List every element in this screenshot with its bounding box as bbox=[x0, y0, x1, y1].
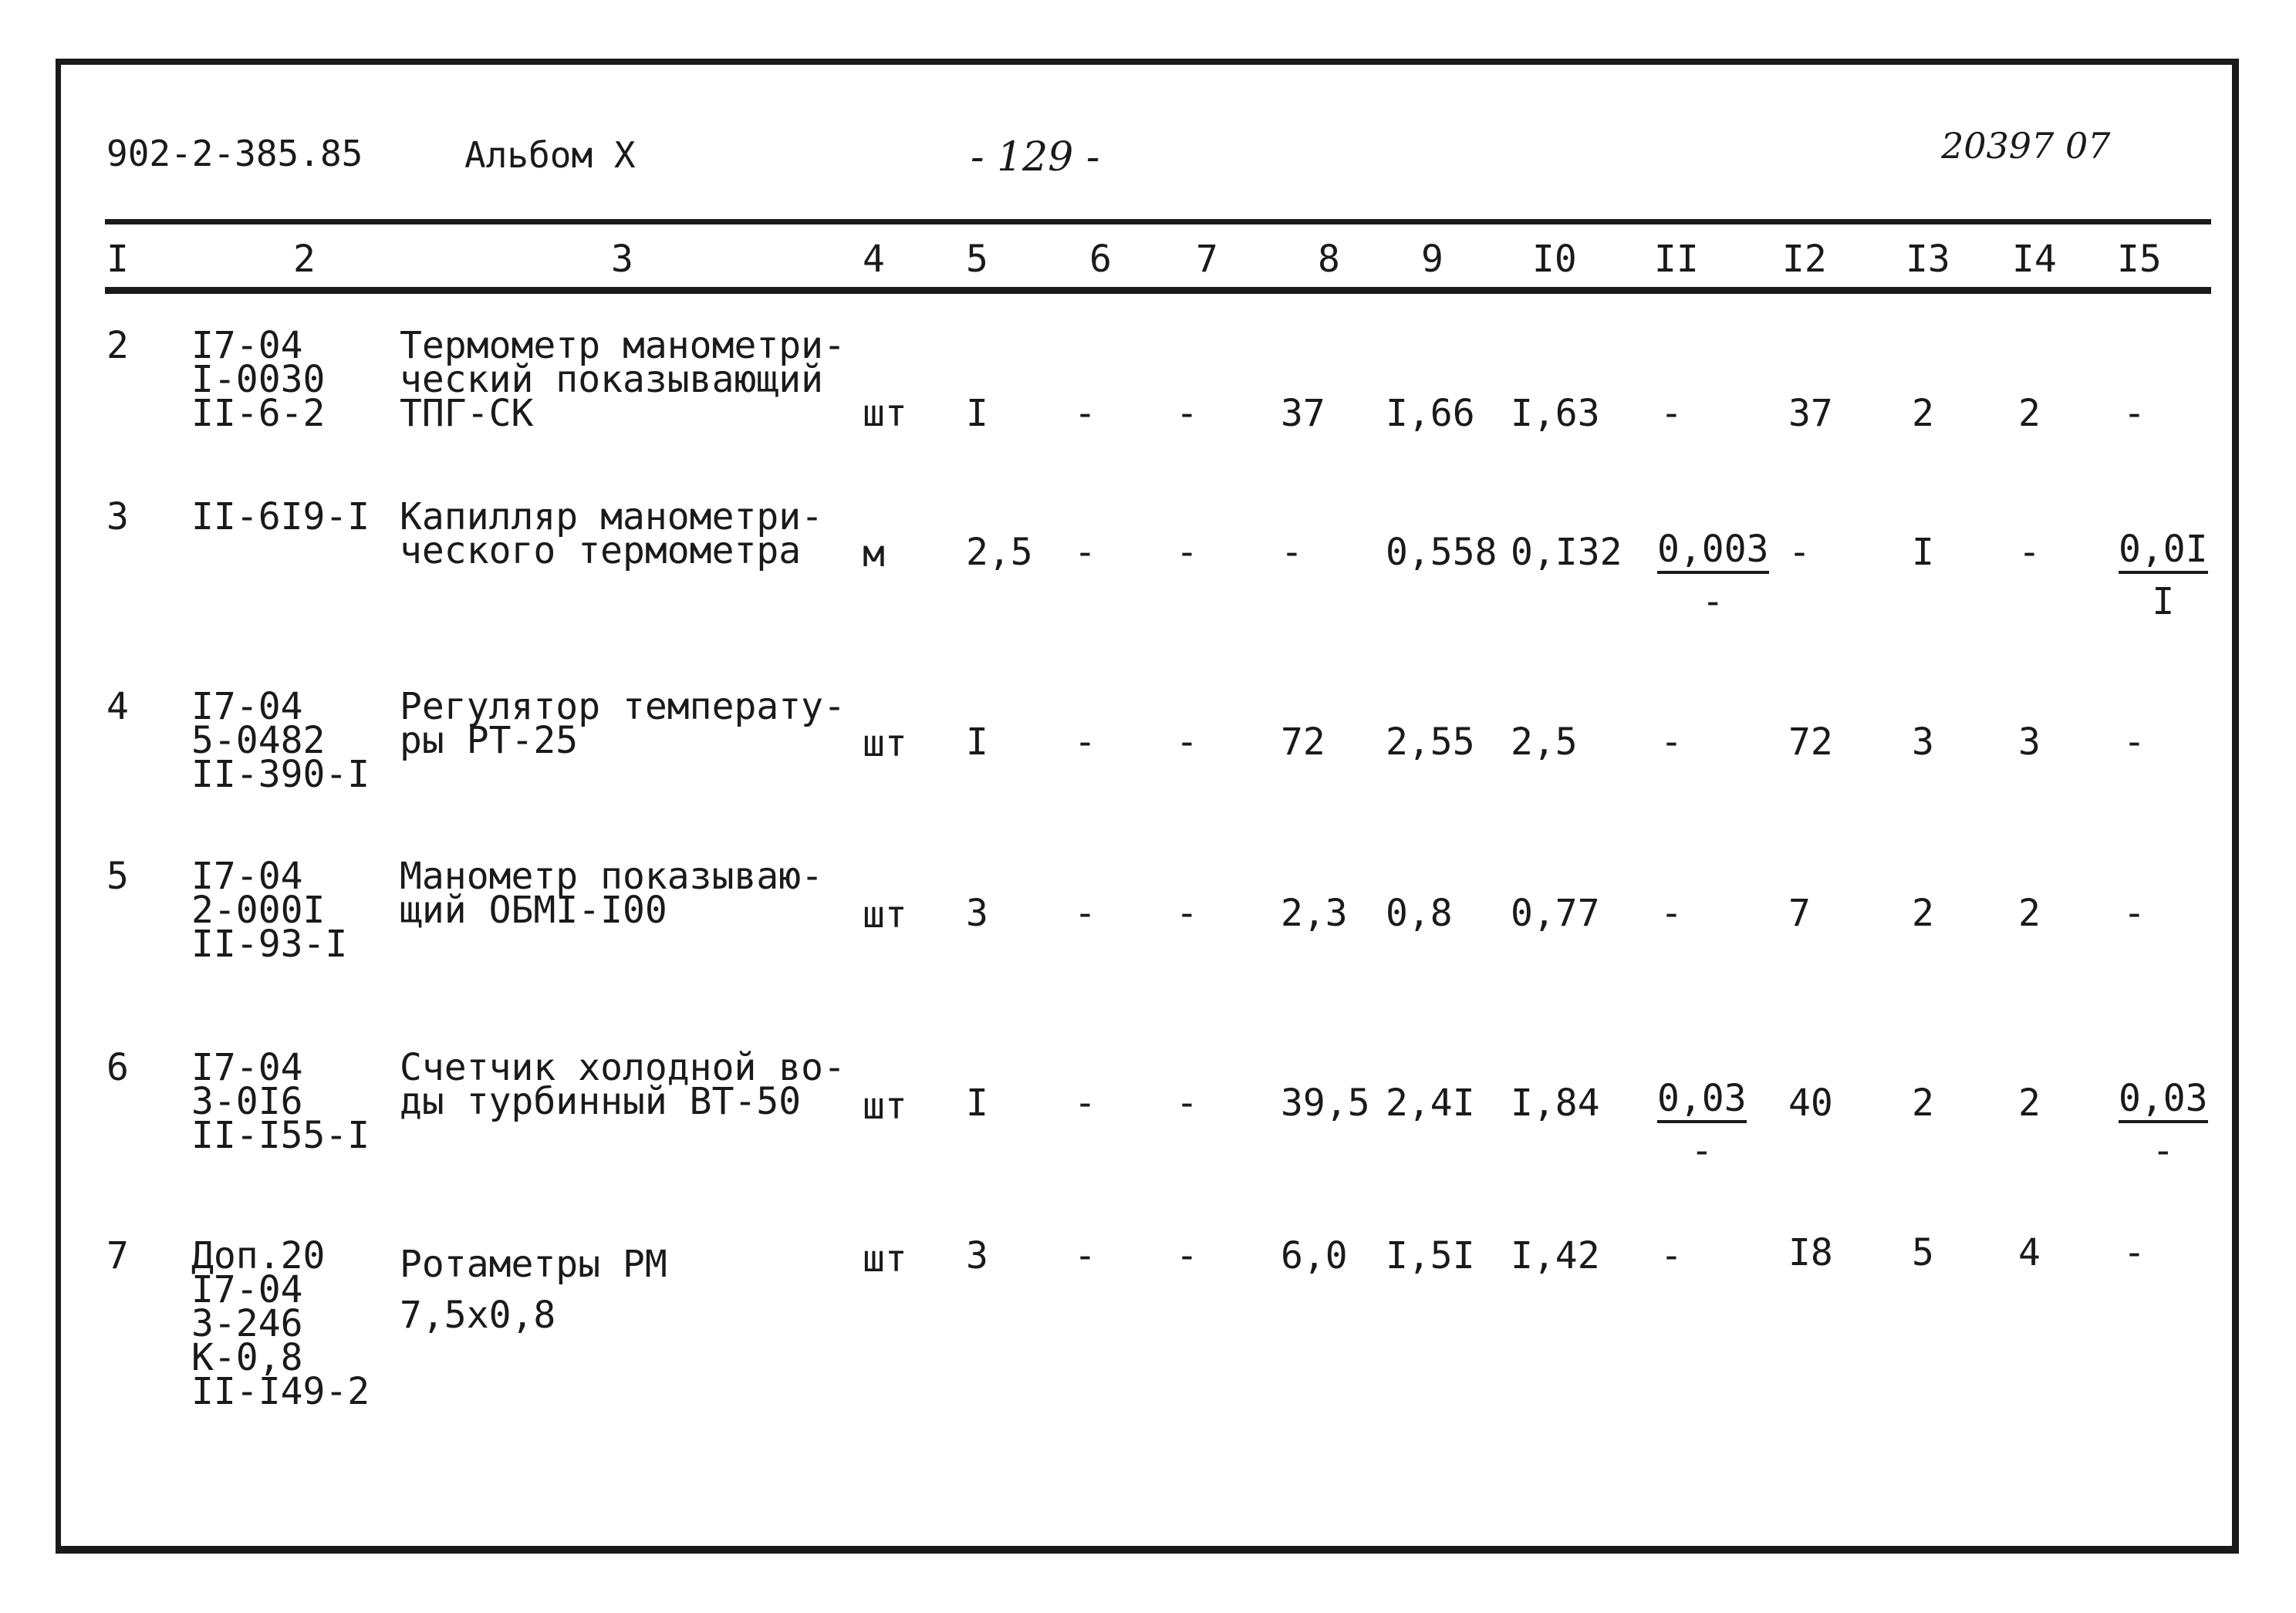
name-line: Счетчик холодной во- bbox=[400, 1046, 846, 1089]
cell-13: 3 bbox=[1912, 720, 1934, 764]
cell-15: - bbox=[2123, 720, 2146, 764]
cell-12: 7 bbox=[1788, 892, 1811, 935]
column-header: I0 bbox=[1532, 238, 1577, 281]
fraction-denominator: I bbox=[2152, 580, 2175, 623]
fraction-numerator: 0,03 bbox=[2119, 1080, 2208, 1123]
column-header: 5 bbox=[966, 238, 988, 281]
name-line: Манометр показываю- bbox=[400, 855, 824, 898]
code-cell bbox=[191, 1234, 370, 1413]
fraction-denominator: - bbox=[1701, 580, 1724, 623]
code-line: I7-04 bbox=[191, 324, 303, 367]
cell-14: 3 bbox=[2018, 720, 2041, 764]
cell-12: 40 bbox=[1788, 1082, 1833, 1125]
cell-7: - bbox=[1176, 1082, 1198, 1125]
cell-14: 4 bbox=[2018, 1231, 2041, 1274]
cell-8: - bbox=[1281, 531, 1303, 574]
cell-9: I,66 bbox=[1386, 392, 1475, 435]
row-number: 5 bbox=[106, 855, 129, 898]
column-header: I3 bbox=[1906, 238, 1950, 281]
code-line: 3-246 bbox=[191, 1302, 303, 1345]
name-cell bbox=[400, 1239, 667, 1341]
cell-13: 5 bbox=[1912, 1231, 1934, 1274]
column-header: 3 bbox=[611, 238, 633, 281]
column-header: I2 bbox=[1782, 238, 1827, 281]
code-line: I-0030 bbox=[191, 358, 326, 401]
cell-13: 2 bbox=[1912, 1082, 1934, 1125]
name-line: ры РТ-25 bbox=[400, 719, 579, 762]
header-rule-top bbox=[105, 219, 2211, 224]
fraction-denominator: - bbox=[2152, 1129, 2175, 1173]
cell-14: 2 bbox=[2018, 392, 2041, 435]
cell-5: I bbox=[966, 1082, 988, 1125]
column-header: 2 bbox=[293, 238, 316, 281]
header-rule-bottom bbox=[105, 287, 2211, 294]
column-header: II bbox=[1654, 238, 1699, 281]
cell-8: 6,0 bbox=[1281, 1234, 1348, 1277]
fraction-numerator: 0,0I bbox=[2119, 531, 2208, 574]
name-cell bbox=[400, 855, 824, 932]
cell-11-fraction bbox=[1657, 1077, 1747, 1173]
cell-6: - bbox=[1074, 892, 1096, 935]
cell-13: 2 bbox=[1912, 892, 1934, 935]
cell-5: I bbox=[966, 392, 988, 435]
cell-8: 37 bbox=[1281, 392, 1325, 435]
unit-cell: шт bbox=[863, 722, 907, 765]
cell-8: 39,5 bbox=[1281, 1082, 1370, 1125]
fraction-denominator: - bbox=[1690, 1129, 1714, 1173]
name-line: щий ОБМI-I00 bbox=[400, 889, 667, 932]
code-cell bbox=[191, 495, 370, 538]
cell-6: - bbox=[1074, 1234, 1096, 1277]
name-line: Ротаметры РМ bbox=[400, 1243, 667, 1286]
name-cell bbox=[400, 495, 824, 572]
reference-number: 20397 07 bbox=[1941, 125, 2111, 167]
column-header: I4 bbox=[2012, 238, 2057, 281]
code-line: Доп.20 bbox=[191, 1234, 326, 1277]
cell-11: - bbox=[1660, 392, 1683, 435]
cell-9: 2,4I bbox=[1386, 1082, 1475, 1125]
code-line: 5-0482 bbox=[191, 719, 326, 762]
cell-7: - bbox=[1176, 392, 1198, 435]
code-cell bbox=[191, 685, 370, 796]
cell-15-fraction bbox=[2119, 528, 2208, 623]
row-number: 6 bbox=[106, 1046, 129, 1089]
code-line: 2-000I bbox=[191, 889, 326, 932]
column-header: I5 bbox=[2117, 238, 2162, 281]
name-line: ческого термометра bbox=[400, 529, 802, 572]
cell-9: I,5I bbox=[1386, 1234, 1475, 1277]
cell-11: - bbox=[1660, 892, 1683, 935]
column-header: 7 bbox=[1196, 238, 1218, 281]
code-cell bbox=[191, 324, 326, 435]
unit-cell: м bbox=[863, 532, 885, 575]
unit-cell: шт bbox=[863, 1237, 907, 1281]
cell-13: I bbox=[1912, 531, 1934, 574]
cell-6: - bbox=[1074, 392, 1096, 435]
document-code: 902-2-385.85 bbox=[106, 133, 363, 174]
page-frame bbox=[56, 59, 2239, 1554]
code-line: I7-04 bbox=[191, 855, 303, 898]
name-line: Термометр манометри- bbox=[400, 324, 846, 367]
cell-11: - bbox=[1660, 1234, 1683, 1277]
column-header: 9 bbox=[1421, 238, 1443, 281]
cell-10: 0,77 bbox=[1511, 892, 1600, 935]
code-line: К-0,8 bbox=[191, 1336, 303, 1379]
cell-5: I bbox=[966, 720, 988, 764]
cell-7: - bbox=[1176, 720, 1198, 764]
cell-14: 2 bbox=[2018, 1082, 2041, 1125]
column-header: 8 bbox=[1318, 238, 1340, 281]
code-line: I7-04 bbox=[191, 685, 303, 728]
cell-12: 37 bbox=[1788, 392, 1833, 435]
cell-5: 2,5 bbox=[966, 531, 1033, 574]
cell-12: I8 bbox=[1788, 1231, 1833, 1274]
cell-8: 2,3 bbox=[1281, 892, 1348, 935]
column-header: 4 bbox=[863, 238, 885, 281]
cell-7: - bbox=[1176, 892, 1198, 935]
code-cell bbox=[191, 1046, 370, 1157]
code-line: I7-04 bbox=[191, 1268, 303, 1311]
cell-10: I,63 bbox=[1511, 392, 1600, 435]
code-line: II-390-I bbox=[191, 753, 370, 796]
cell-10: 0,I32 bbox=[1511, 531, 1622, 574]
code-line: I7-04 bbox=[191, 1046, 303, 1089]
unit-cell: шт bbox=[863, 893, 907, 936]
column-header: I bbox=[106, 238, 129, 281]
name-line: ТПГ-СК bbox=[400, 392, 534, 435]
cell-15-fraction bbox=[2119, 1077, 2208, 1173]
name-line: Капилляр манометри- bbox=[400, 495, 824, 538]
cell-9: 2,55 bbox=[1386, 720, 1475, 764]
name-line: 7,5х0,8 bbox=[400, 1294, 556, 1337]
code-cell bbox=[191, 855, 348, 966]
cell-11-fraction bbox=[1657, 528, 1769, 623]
name-line: ческий показывающий bbox=[400, 358, 824, 401]
code-line: II-93-I bbox=[191, 923, 348, 966]
cell-14: - bbox=[2018, 531, 2041, 574]
cell-10: I,84 bbox=[1511, 1082, 1600, 1125]
cell-10: I,42 bbox=[1511, 1234, 1600, 1277]
cell-15: - bbox=[2123, 1231, 2146, 1274]
name-cell bbox=[400, 1046, 846, 1123]
cell-15: - bbox=[2123, 892, 2146, 935]
cell-6: - bbox=[1074, 531, 1096, 574]
cell-9: 0,8 bbox=[1386, 892, 1453, 935]
fraction-numerator: 0,03 bbox=[1657, 1080, 1747, 1123]
cell-6: - bbox=[1074, 720, 1096, 764]
row-number: 2 bbox=[106, 324, 129, 367]
row-number: 7 bbox=[106, 1234, 129, 1277]
code-line: II-6-2 bbox=[191, 392, 326, 435]
row-number: 4 bbox=[106, 685, 129, 728]
cell-8: 72 bbox=[1281, 720, 1325, 764]
column-header: 6 bbox=[1089, 238, 1112, 281]
cell-7: - bbox=[1176, 1234, 1198, 1277]
cell-12: 72 bbox=[1788, 720, 1833, 764]
name-line: Регулятор температу- bbox=[400, 685, 846, 728]
page-number: - 129 - bbox=[971, 134, 1100, 181]
cell-6: - bbox=[1074, 1082, 1096, 1125]
album-label: Альбом X bbox=[464, 134, 636, 176]
cell-9: 0,558 bbox=[1386, 531, 1497, 574]
code-line: II-6I9-I bbox=[191, 495, 370, 538]
cell-12: - bbox=[1788, 531, 1811, 574]
unit-cell: шт bbox=[863, 1085, 907, 1128]
name-line: ды турбинный ВТ-50 bbox=[400, 1080, 802, 1123]
row-number: 3 bbox=[106, 495, 129, 538]
unit-cell: шт bbox=[863, 392, 907, 435]
cell-5: 3 bbox=[966, 1234, 988, 1277]
cell-5: 3 bbox=[966, 892, 988, 935]
code-line: 3-0I6 bbox=[191, 1080, 303, 1123]
fraction-numerator: 0,003 bbox=[1657, 531, 1769, 574]
cell-10: 2,5 bbox=[1511, 720, 1578, 764]
cell-15: - bbox=[2123, 392, 2146, 435]
cell-14: 2 bbox=[2018, 892, 2041, 935]
name-cell bbox=[400, 324, 846, 435]
code-line: II-I49-2 bbox=[191, 1370, 370, 1413]
cell-7: - bbox=[1176, 531, 1198, 574]
code-line: II-I55-I bbox=[191, 1114, 370, 1157]
cell-11: - bbox=[1660, 720, 1683, 764]
cell-13: 2 bbox=[1912, 392, 1934, 435]
name-cell bbox=[400, 685, 846, 762]
